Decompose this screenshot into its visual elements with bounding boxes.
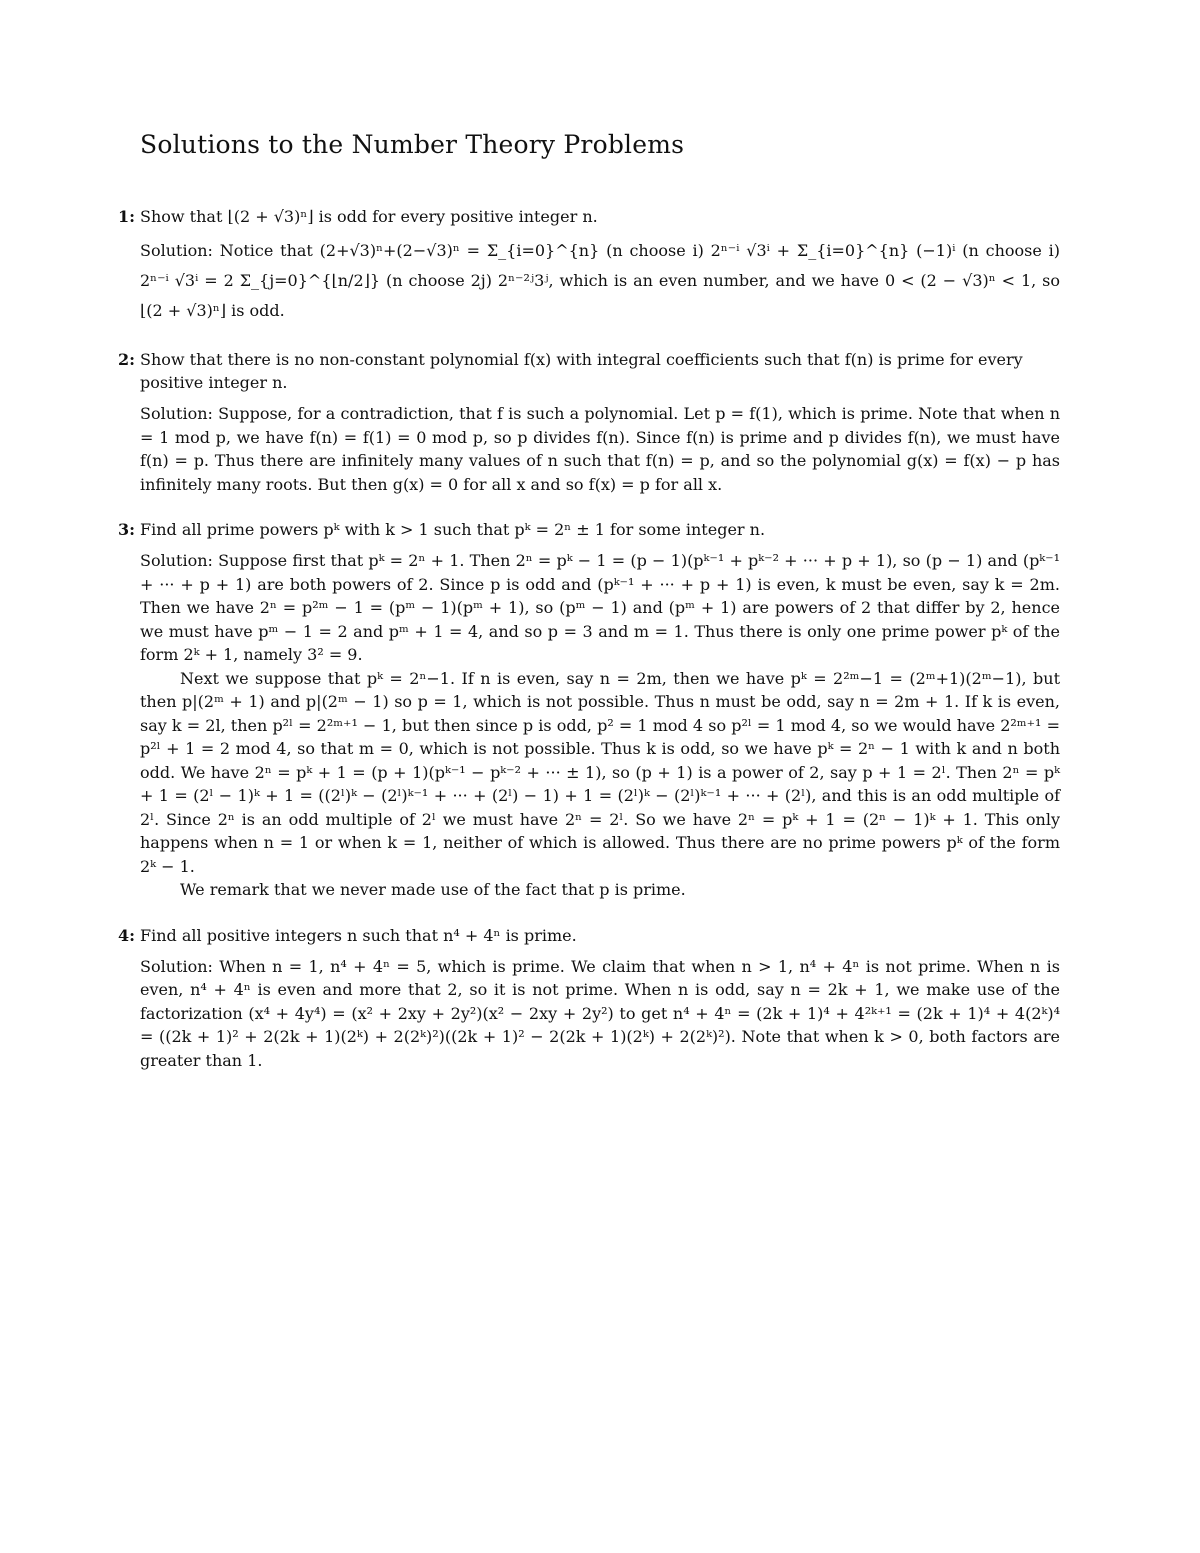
problem-statement: 1: Show that ⌊(2 + √3)ⁿ⌋ is odd for every positive integer n.	[118, 207, 598, 226]
solution-paragraph: Solution: When n = 1, n⁴ + 4ⁿ = 5, which is prime. We claim that when n > 1, n⁴ + 4ⁿ is not prime. When n is even, n⁴ + 4ⁿ is even and more that 2, so it is not prime. When n is odd, say n = 2k + 1, we make use of the factorization (x⁴ + 4y⁴) = (x² + 2xy + 2y²)(x² − 2xy + 2y²) to get n⁴ + 4ⁿ = (2k + 1)⁴ + 4²ᵏ⁺¹ = (2k + 1)⁴ + 4(2ᵏ)⁴ = ((2k + 1)² + 2(2k + 1)(2ᵏ) + 2(2ᵏ)²)((2k + 1)² − 2(2k + 1)(2ᵏ) + 2(2ᵏ)²). Note that when k > 0, both factors are greater than 1.	[140, 956, 1060, 1070]
solution-paragraph: Solution: Suppose, for a contradiction, that f is such a polynomial. Let p = f(1), which is prime. Note that when n = 1 mod p, we have f(n) = f(1) = 0 mod p, so p divides f(n). Since f(n) is prime and p divides f(n), we must have f(n) = p. Thus there are infinitely many values of n such that f(n) = p, and so the polynomial g(x) = f(x) − p has infinitely many roots. But then g(x) = 0 for all x and so f(x) = p for all x.	[140, 404, 1060, 494]
problem-4	[118, 924, 1060, 1073]
page-title: Solutions to the Number Theory Problems	[140, 130, 685, 159]
document-page	[118, 130, 1060, 1094]
solution-paragraph: We remark that we never made use of the fact that p is prime.	[180, 880, 686, 899]
solution-paragraph: Solution: Suppose first that pᵏ = 2ⁿ + 1. Then 2ⁿ = pᵏ − 1 = (p − 1)(pᵏ⁻¹ + pᵏ⁻² + ··· + p + 1), so (p − 1) and (pᵏ⁻¹ + ··· + p + 1) are both powers of 2. Since p is odd and (pᵏ⁻¹ + ··· + p + 1) is even, k must be even, say k = 2m. Then we have 2ⁿ = p²ᵐ − 1 = (pᵐ − 1)(pᵐ + 1), so (pᵐ − 1) and (pᵐ + 1) are powers of 2 that differ by 2, hence we must have pᵐ − 1 = 2 and pᵐ + 1 = 4, and so p = 3 and m = 1. Thus there is only one prime power pᵏ of the form 2ᵏ + 1, namely 3² = 9.	[140, 551, 1060, 664]
problem-2	[118, 348, 1060, 496]
problem-3	[118, 518, 1060, 902]
problem-statement: 3: Find all prime powers pᵏ with k > 1 such that pᵏ = 2ⁿ ± 1 for some integer n.	[118, 520, 766, 539]
problem-solution	[140, 955, 1060, 1073]
problem-statement: 4: Find all positive integers n such that n⁴ + 4ⁿ is prime.	[118, 925, 577, 945]
statement-text: Find all positive integers n such that n⁴ + 4ⁿ is prime.	[140, 925, 577, 945]
statement-text: Show that there is no non-constant polynomial f(x) with integral coefficients such that f(n) is prime for every positive integer n.	[140, 350, 1023, 392]
problem-1	[118, 205, 1060, 326]
solution-paragraph: Solution: Notice that (2+√3)ⁿ+(2−√3)ⁿ = Σ_{i=0}^{n} (n choose i) 2ⁿ⁻ⁱ √3ⁱ + Σ_{i=0}^{n} (−1)ⁱ (n choose i) 2ⁿ⁻ⁱ √3ⁱ = 2 Σ_{j=0}^{⌊n/2⌋} (n choose 2j) 2ⁿ⁻²ʲ3ʲ, which is an even number, and we have 0 < (2 − √3)ⁿ < 1, so ⌊(2 + √3)ⁿ⌋ is odd.	[140, 241, 1060, 320]
problem-solution	[140, 549, 1060, 902]
solution-paragraph: Next we suppose that pᵏ = 2ⁿ−1. If n is even, say n = 2m, then we have pᵏ = 2²ᵐ−1 = (2ᵐ+1)(2ᵐ−1), but then p|(2ᵐ + 1) and p|(2ᵐ − 1) so p = 1, which is not possible. Thus n must be odd, say n = 2m + 1. If k is even, say k = 2l, then p²ˡ = 2²ᵐ⁺¹ − 1, but then since p is odd, p² = 1 mod 4 so p²ˡ = 1 mod 4, so we would have 2²ᵐ⁺¹ = p²ˡ + 1 = 2 mod 4, so that m = 0, which is not possible. Thus k is odd, so we have pᵏ = 2ⁿ − 1 with k and n both odd. We have 2ⁿ = pᵏ + 1 = (p + 1)(pᵏ⁻¹ − pᵏ⁻² + ··· ± 1), so (p + 1) is a power of 2, say p + 1 = 2ˡ. Then 2ⁿ = pᵏ + 1 = (2ˡ − 1)ᵏ + 1 = ((2ˡ)ᵏ − (2ˡ)ᵏ⁻¹ + ··· + (2ˡ) − 1) + 1 = (2ˡ)ᵏ − (2ˡ)ᵏ⁻¹ + ··· + (2ˡ), and this is an odd multiple of 2ˡ. Since 2ⁿ is an odd multiple of 2ˡ we must have 2ⁿ = 2ˡ. So we have 2ⁿ = pᵏ + 1 = (2ⁿ − 1)ᵏ + 1. This only happens when n = 1 or when k = 1, neither of which is allowed. Thus there are no prime powers pᵏ of the form 2ᵏ − 1.	[140, 668, 1060, 876]
statement-text: Find all prime powers pᵏ with k > 1 such that pᵏ = 2ⁿ ± 1 for some integer n.	[140, 520, 766, 539]
statement-text: Show that ⌊(2 + √3)ⁿ⌋ is odd for every positive integer n.	[140, 207, 598, 226]
problem-statement: 2: Show that there is no non-constant polynomial f(x) with integral coefficients such that f(n) is prime for every positive integer n.	[140, 348, 1060, 394]
problem-solution	[140, 402, 1060, 496]
problem-solution	[140, 236, 1060, 326]
